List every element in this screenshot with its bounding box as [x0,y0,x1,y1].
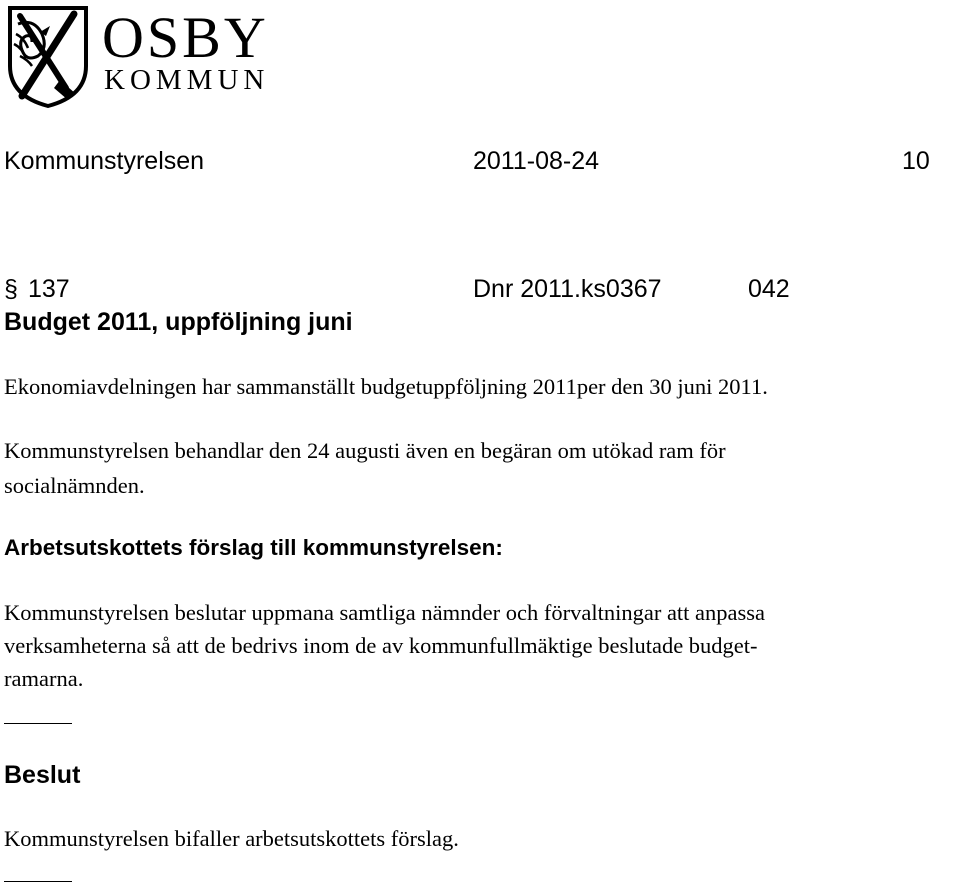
diary-code: 042 [748,275,790,303]
section-symbol: § [4,275,18,303]
divider-rule [4,723,72,724]
decision-text: Kommunstyrelsen bifaller arbetsutskottets förslag. [4,826,459,851]
paragraph-text: socialnämnden. [4,473,145,498]
case-title: Budget 2011, uppföljning juni [4,308,353,336]
osby-coat-of-arms-icon [4,4,92,108]
divider-rule [4,881,72,882]
decision-heading: Beslut [4,761,81,789]
logo-subtitle: KOMMUN [104,64,270,96]
header-body-name: Kommunstyrelsen [4,147,205,175]
paragraph-text: Ekonomiavdelningen har sammanställt budgetuppföljning 2011per den 30 juni 2011. [4,374,768,399]
paragraph-number: 137 [28,275,70,303]
paragraph-text: Kommunstyrelsen beslutar uppmana samtliga nämnder och förvaltningar att anpassa [4,600,766,625]
diary-number: Dnr 2011.ks0367 [473,275,662,303]
paragraph-text: ramarna. [4,666,84,691]
proposal-heading: Arbetsutskottets förslag till kommunstyrelsen: [4,535,503,560]
logo-wordmark: OSBY [102,5,269,70]
paragraph-text: verksamheterna så att de bedrivs inom de av kommunfullmäktige beslutade budget- [4,633,758,658]
paragraph-text: Kommunstyrelsen behandlar den 24 augusti även en begäran om utökad ram för [4,438,726,463]
header-date: 2011-08-24 [473,147,600,175]
header-page-number: 10 [902,147,930,175]
